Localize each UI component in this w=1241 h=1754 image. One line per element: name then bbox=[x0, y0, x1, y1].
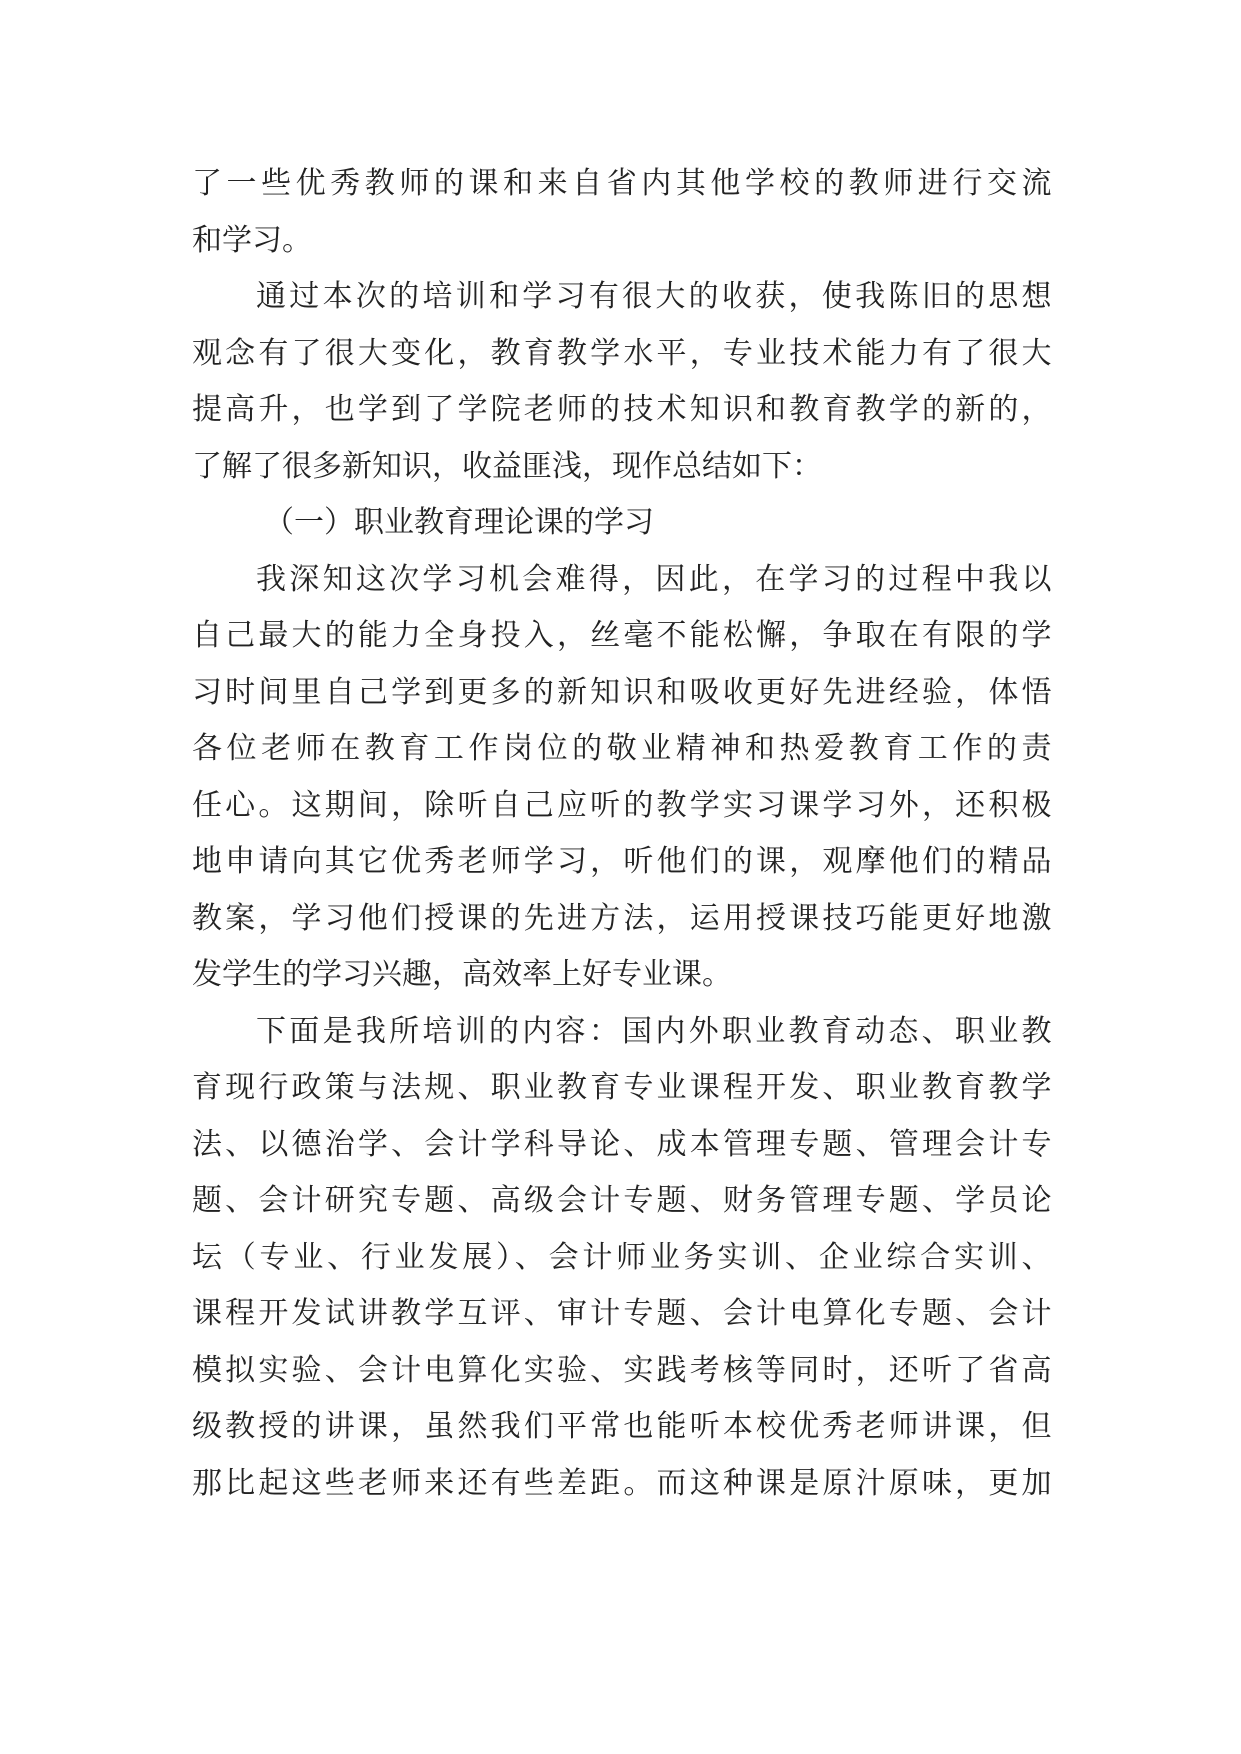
paragraph-start-line: 下面是我所培训的内容：国内外职业教育动态、职业教 bbox=[256, 1013, 1052, 1049]
text-line: 级教授的讲课，虽然我们平常也能听本校优秀老师讲课，但 bbox=[192, 1409, 1052, 1444]
body-text bbox=[192, 156, 1052, 1512]
text-line: 坛（专业、行业发展）、会计师业务实训、企业综合实训、 bbox=[192, 1239, 1052, 1275]
text-line: 观念有了很大变化，教育教学水平，专业技术能力有了很大 bbox=[192, 335, 1052, 371]
section-heading: （一）职业教育理论课的学习 bbox=[264, 505, 654, 540]
text-line: 教案，学习他们授课的先进方法，运用授课技巧能更好地激 bbox=[192, 900, 1052, 936]
text-line: 了解了很多新知识，收益匪浅，现作总结如下： bbox=[192, 448, 822, 484]
text-line: 了一些优秀教师的课和来自省内其他学校的教师进行交流 bbox=[192, 166, 1052, 201]
text-line: 提高升，也学到了学院老师的技术知识和教育教学的新的， bbox=[192, 392, 1052, 427]
text-line: 任心。这期间，除听自己应听的教学实习课学习外，还积极 bbox=[192, 787, 1052, 823]
text-line: 课程开发试讲教学互评、审计专题、会计电算化专题、会计 bbox=[192, 1296, 1052, 1331]
paragraph-start-line: 我深知这次学习机会难得，因此，在学习的过程中我以 bbox=[256, 561, 1052, 597]
text-line: 自己最大的能力全身投入，丝毫不能松懈，争取在有限的学 bbox=[192, 618, 1052, 653]
text-line: 和学习。 bbox=[192, 222, 312, 258]
text-line: 法、以德治学、会计学科导论、成本管理专题、管理会计专 bbox=[192, 1126, 1052, 1162]
text-line: 题、会计研究专题、高级会计专题、财务管理专题、学员论 bbox=[192, 1183, 1052, 1218]
text-line: 那比起这些老师来还有些差距。而这种课是原汁原味，更加 bbox=[192, 1465, 1052, 1501]
paragraph-start-line: 通过本次的培训和学习有很大的收获，使我陈旧的思想 bbox=[256, 279, 1052, 314]
text-line: 育现行政策与法规、职业教育专业课程开发、职业教育教学 bbox=[192, 1070, 1052, 1105]
text-line: 模拟实验、会计电算化实验、实践考核等同时，还听了省高 bbox=[192, 1352, 1052, 1388]
text-line: 各位老师在教育工作岗位的敬业精神和热爱教育工作的责 bbox=[192, 731, 1052, 766]
text-line: 地申请向其它优秀老师学习，听他们的课，观摩他们的精品 bbox=[192, 844, 1052, 879]
text-line: 习时间里自己学到更多的新知识和吸收更好先进经验，体悟 bbox=[192, 674, 1052, 710]
text-line: 发学生的学习兴趣，高效率上好专业课。 bbox=[192, 957, 732, 992]
